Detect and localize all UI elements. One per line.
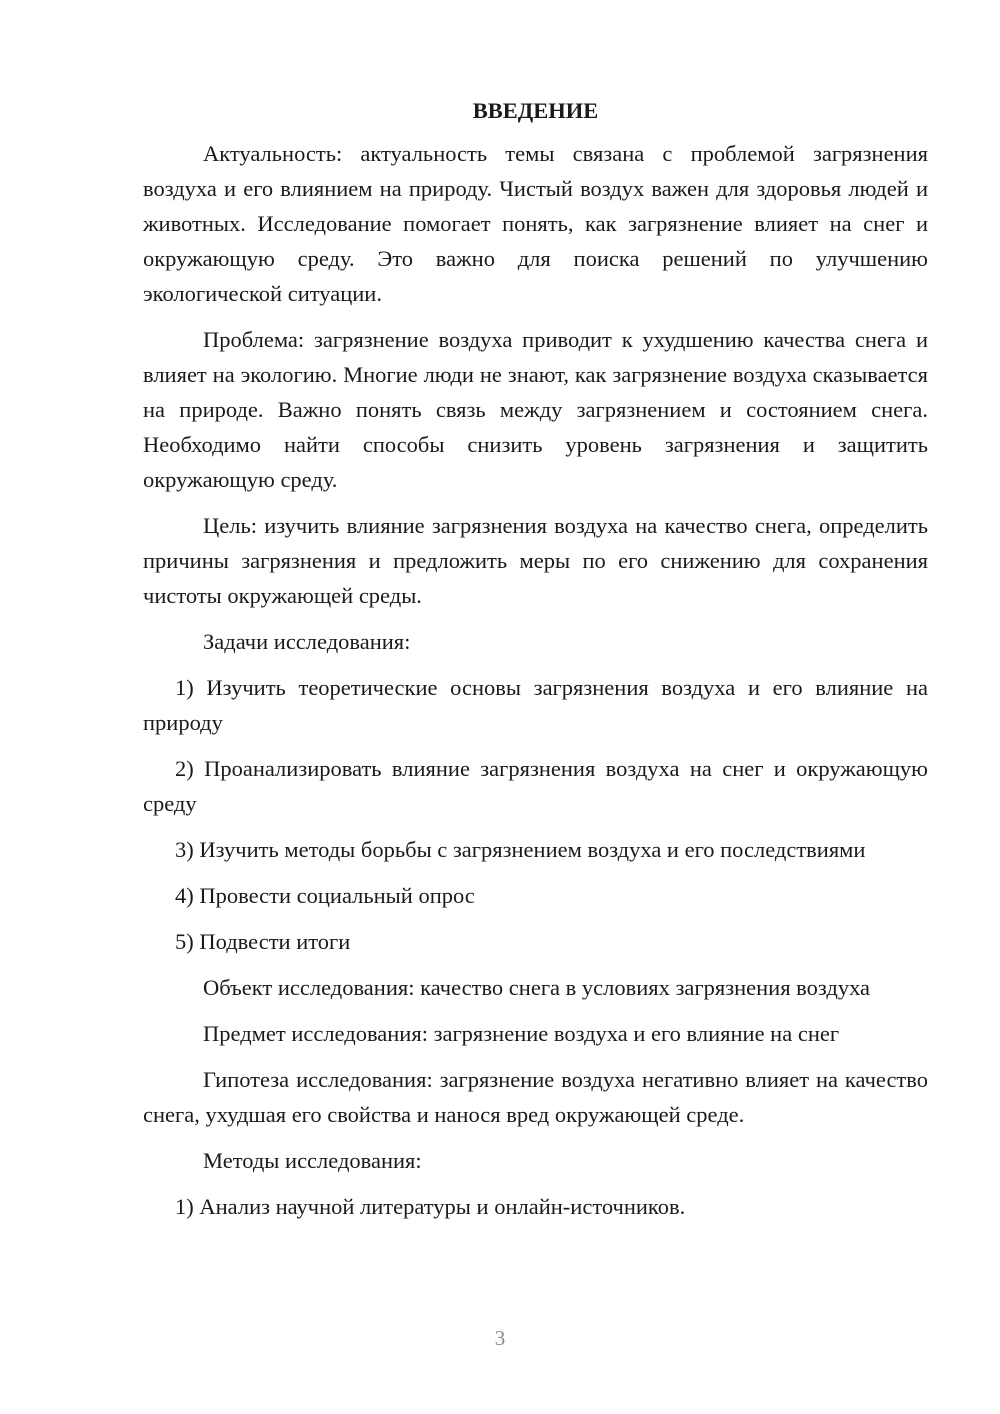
page-number: 3: [494, 1326, 506, 1350]
task-item-1: 1) Изучить теоретические основы загрязнения воздуха и его влияние на природу: [143, 675, 928, 735]
task-item-2: 2) Проанализировать влияние загрязнения воздуха на снег и окружающую среду: [143, 756, 928, 816]
task-item-3: 3) Изучить методы борьбы с загрязнением воздуха и его последствиями: [175, 837, 866, 862]
problem-paragraph: Проблема: загрязнение воздуха приводит к ухудшению качества снега и влияет на экологию. Многие люди не знают, как загрязнение воздуха сказывается на природе. Важно понять связь между загрязнением и состоянием снега. Необходимо найти способы снизить уровень загрязнения и защитить окружающую среду.: [143, 327, 928, 492]
subject-paragraph: Предмет исследования: загрязнение воздуха и его влияние на снег: [203, 1021, 840, 1046]
section-title: ВВЕДЕНИЕ: [472, 98, 599, 123]
task-item-5: 5) Подвести итоги: [175, 929, 351, 954]
tasks-heading: Задачи исследования:: [203, 629, 411, 654]
goal-paragraph: Цель: изучить влияние загрязнения воздуха на качество снега, определить причины загрязнения и предложить меры по его снижению для сохранения чистоты окружающей среды.: [143, 513, 928, 608]
object-paragraph: Объект исследования: качество снега в условиях загрязнения воздуха: [203, 975, 871, 1000]
hypothesis-paragraph: Гипотеза исследования: загрязнение воздуха негативно влияет на качество снега, ухудшая его свойства и нанося вред окружающей среде.: [143, 1067, 928, 1127]
document-page: [143, 96, 928, 1235]
task-item-4: 4) Провести социальный опрос: [175, 883, 475, 908]
method-item-1: 1) Анализ научной литературы и онлайн-источников.: [175, 1194, 686, 1219]
methods-heading: Методы исследования:: [203, 1148, 422, 1173]
relevance-paragraph: Актуальность: актуальность темы связана с проблемой загрязнения воздуха и его влиянием на природу. Чистый воздух важен для здоровья людей и животных. Исследование помогает понять, как загрязнение влияет на снег и окружающую среду. Это важно для поиска решений по улучшению экологической ситуации.: [143, 141, 928, 306]
